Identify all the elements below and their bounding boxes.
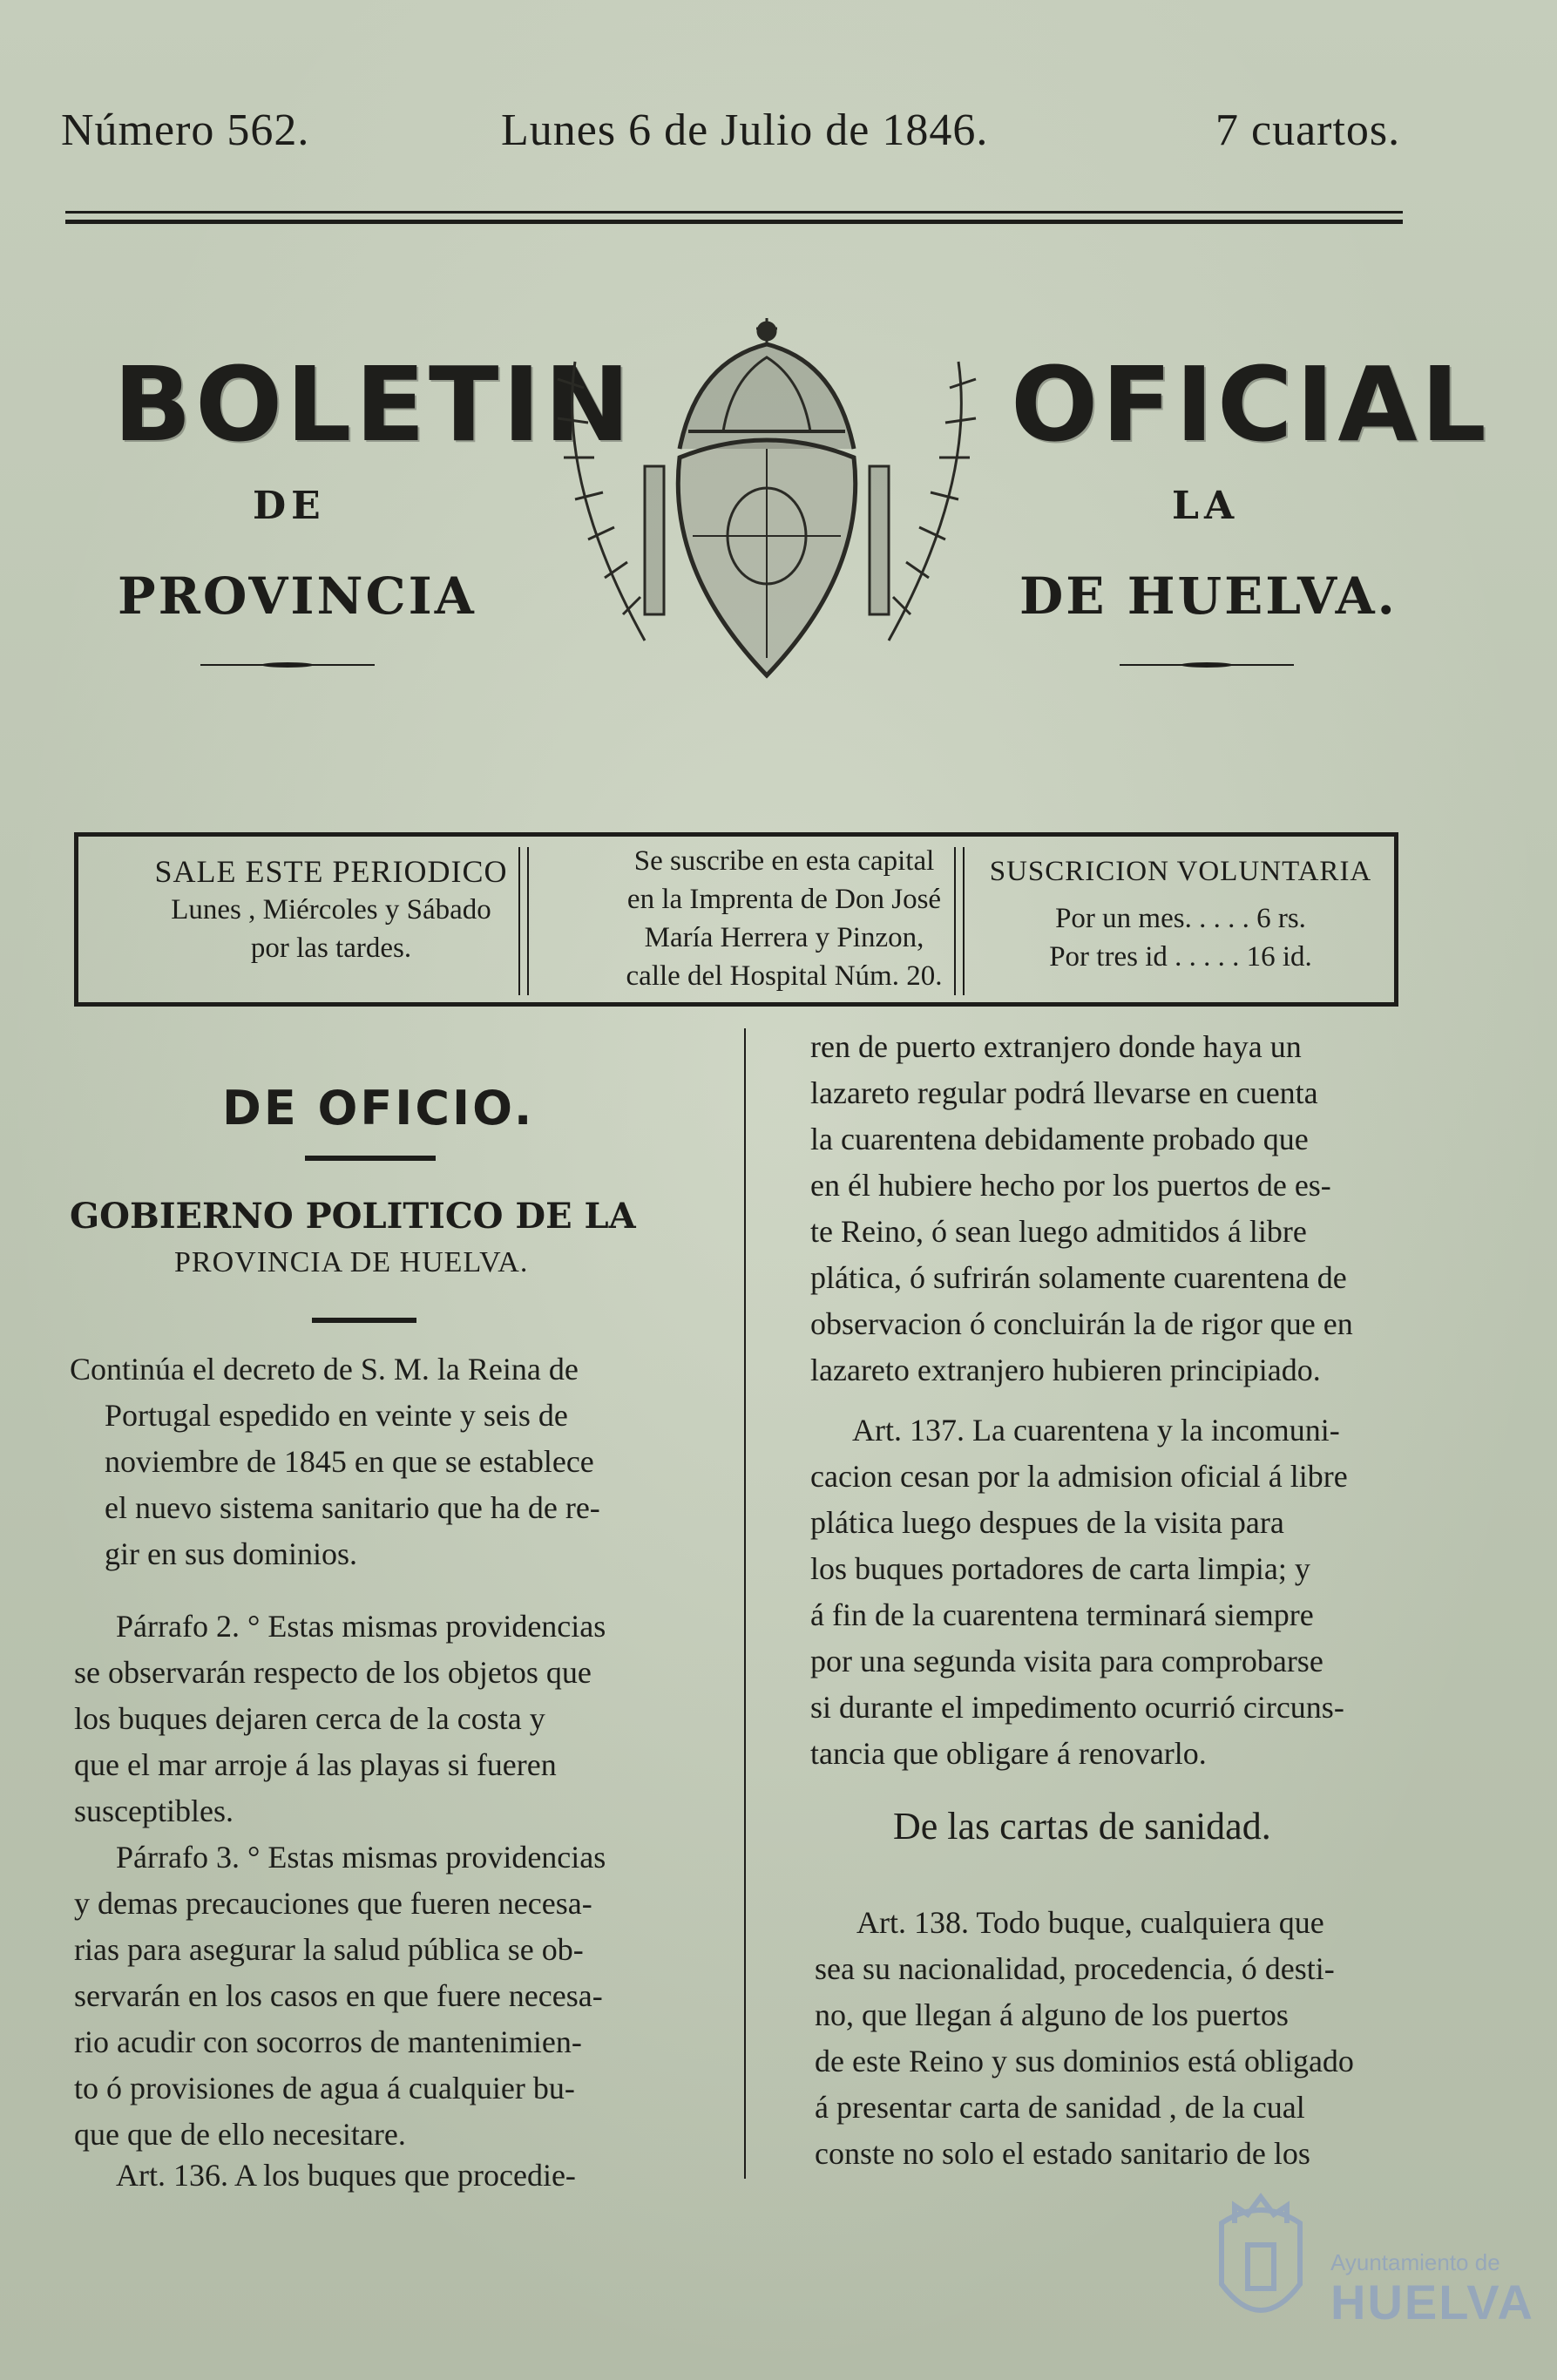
article-137: Art. 137. La cuarentena y la incomuni- cacion cesan por la admision oficial á libre plática luego despues de la visita para los buques portadores de carta limpia; y á fin de la cuarentena terminará siempre por una segunda visita para comprobarse si durante el impedimento ocurrió circuns- tancia que obligare á renovarlo. bbox=[810, 1413, 1348, 1771]
title-de: DE bbox=[253, 484, 326, 528]
heading-rule bbox=[312, 1318, 416, 1323]
paragraph-3: Párrafo 3. ° Estas mismas providencias y demas precauciones que fueren necesa- rias para asegurar la salud pública se ob- servarán en los casos en que fuere necesa- rio acudir con socorros de mantenimien- to ó provisiones de agua á cualquier bu- que que de ello necesitare. Art. 136. A los buques que procedie- bbox=[74, 1840, 606, 2193]
huelva-shield-icon bbox=[1208, 2188, 1313, 2336]
decree-intro: Continúa el decreto de S. M. la Reina de Portugal espedido en veinte y seis de noviembre de 1845 en que se establece el nuevo sistema sanitario que ha de re- gir en sus dominios. bbox=[70, 1352, 600, 1571]
section-rule bbox=[305, 1156, 436, 1161]
subscription-address: Se suscribe en esta capital en la Imprenta de Don José María Herrera y Pinzon, calle del Hospital Núm. 20. bbox=[626, 845, 943, 992]
issue-number: Número 562. bbox=[61, 105, 310, 155]
heading-provincia: PROVINCIA DE HUELVA. bbox=[174, 1246, 529, 1278]
heading-gobierno: GOBIERNO POLITICO DE LA bbox=[70, 1196, 636, 1237]
royal-crest-icon bbox=[523, 309, 1011, 710]
watermark-line1: Ayuntamiento de bbox=[1330, 2249, 1500, 2275]
publication-schedule: SALE ESTE PERIODICO Lunes , Miércoles y Sábado por las tardes. bbox=[154, 854, 508, 964]
box-separator bbox=[518, 847, 529, 995]
subscription-prices: SUSCRICION VOLUNTARIA Por un mes. . . . . 6 rs. Por tres id . . . . . 16 id. bbox=[989, 856, 1372, 973]
article-136-continued: ren de puerto extranjero donde haya un lazareto regular podrá llevarse en cuenta la cuarentena debidamente probado que en él hubiere hecho por los puertos de es- te Reino, ó sean luego admitidos á libre plática, ó sufrirán solamente cuarentena de observacion ó concluirán la de rigor que en lazareto extranjero hubieren principiado. bbox=[810, 1029, 1353, 1387]
paragraph-2: Párrafo 2. ° Estas mismas providencias se observarán respecto de los objetos que los buques dejaren cerca de la costa y que el mar arroje á las playas si fueren susceptibles. bbox=[74, 1609, 606, 1828]
title-provincia: PROVINCIA bbox=[118, 566, 477, 626]
title-la: LA bbox=[1172, 484, 1240, 528]
article-138: Art. 138. Todo buque, cualquiera que sea su nacionalidad, procedencia, ó desti- no, que llegan á alguno de los puertos de este Reino y sus dominios está obligado á presentar carta de sanidad , de la cual conste no solo el estado sanitario de los bbox=[815, 1905, 1354, 2171]
box-separator bbox=[954, 847, 965, 995]
watermark-line2: HUELVA bbox=[1330, 2275, 1534, 2329]
ayuntamiento-watermark bbox=[1208, 2171, 1534, 2345]
title-de-huelva: DE HUELVA. bbox=[1019, 566, 1398, 626]
subheading-cartas-sanidad: De las cartas de sanidad. bbox=[893, 1805, 1271, 1848]
issue-price: 7 cuartos. bbox=[1215, 105, 1401, 155]
ornament-left bbox=[200, 662, 375, 668]
subscription-box bbox=[74, 832, 1398, 1007]
header-rule-bottom bbox=[65, 220, 1403, 224]
section-de-oficio: DE OFICIO. bbox=[222, 1081, 535, 1136]
ornament-right bbox=[1120, 662, 1294, 668]
header-rule-top bbox=[65, 211, 1403, 214]
title-boletin: BOLETIN bbox=[113, 344, 634, 464]
title-oficial: OFICIAL bbox=[1011, 344, 1490, 464]
issue-date: Lunes 6 de Julio de 1846. bbox=[501, 105, 989, 155]
column-divider bbox=[744, 1028, 746, 2179]
